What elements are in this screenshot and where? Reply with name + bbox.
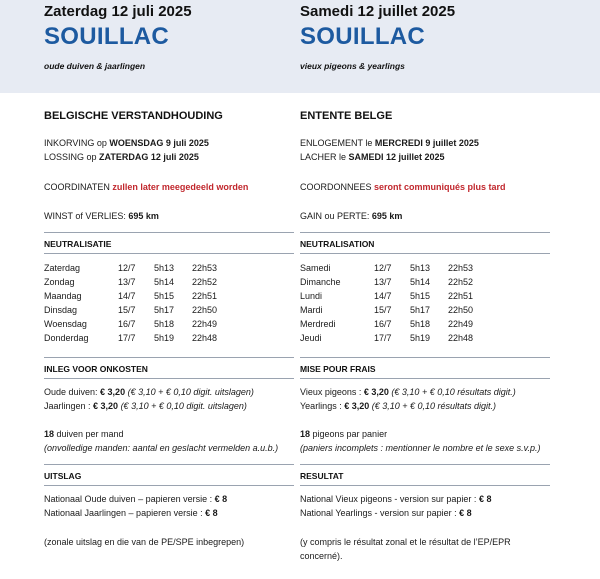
cost-price: € 3,20	[344, 401, 370, 411]
neutralisation-end: 22h48	[448, 333, 474, 343]
coordinates-label: COORDONNEES	[300, 182, 375, 192]
result-note-cont: concerné).	[300, 551, 343, 561]
result-note: (zonale uitslag en die van de PE/SPE inbegrepen)	[44, 537, 245, 547]
neutralisation-date: 13/7	[118, 277, 136, 287]
lacher-label: LACHER le	[300, 152, 349, 162]
result-text: National Vieux pigeons - version sur papier :	[300, 494, 479, 504]
result-price: € 8	[459, 508, 472, 518]
inkorving-label: INKORVING op	[44, 138, 110, 148]
coordinates-label: COORDINATEN	[44, 182, 113, 192]
neutralisation-start: 5h18	[410, 319, 431, 329]
distance-line	[300, 210, 402, 223]
coordinates-value: seront communiqués plus tard	[374, 182, 506, 192]
divider	[44, 253, 294, 254]
lossing-value: ZATERDAG 12 juli 2025	[99, 152, 199, 162]
neutralisation-date: 17/7	[374, 333, 392, 343]
org-title: ENTENTE BELGE	[300, 110, 393, 122]
cost-line	[300, 386, 516, 399]
neutralisation-start: 5h18	[154, 319, 175, 329]
neutralisation-row	[44, 290, 300, 302]
lacher-line	[300, 151, 445, 164]
divider	[300, 253, 550, 254]
neutralisation-start: 5h19	[410, 333, 431, 343]
neutralisation-end: 22h50	[448, 305, 474, 315]
cost-line	[44, 400, 247, 413]
distance-label: WINST of VERLIES:	[44, 211, 129, 221]
neutralisation-row	[44, 318, 300, 330]
basket-line	[300, 428, 387, 441]
cost-label: Vieux pigeons :	[300, 387, 364, 397]
coordinates-value: zullen later meegedeeld worden	[112, 182, 249, 192]
race-date-nl: Zaterdag 12 juli 2025	[44, 3, 192, 20]
distance-value: 695 km	[128, 211, 159, 221]
result-text: Nationaal Oude duiven – papieren versie :	[44, 494, 215, 504]
neutralisation-row	[300, 290, 556, 302]
neutralisation-date: 14/7	[374, 291, 392, 301]
cost-detail: (€ 3,10 + € 0,10 résultats digit.)	[369, 401, 497, 411]
result-line	[300, 493, 491, 506]
section-title-neutralisation: NEUTRALISATION	[300, 239, 375, 249]
neutralisation-row	[44, 276, 300, 288]
neutralisation-day: Lundi	[300, 291, 323, 301]
cost-price: € 3,20	[363, 387, 389, 397]
basket-line	[44, 428, 124, 441]
section-title-neutralisation: NEUTRALISATIE	[44, 239, 112, 249]
neutralisation-day: Samedi	[300, 263, 331, 273]
basket-count: 18	[44, 429, 55, 439]
race-category-fr: vieux pigeons & yearlings	[300, 61, 405, 71]
enlogement-label: ENLOGEMENT le	[300, 138, 375, 148]
neutralisation-start: 5h19	[154, 333, 175, 343]
distance-label: GAIN ou PERTE:	[300, 211, 372, 221]
lacher-value: SAMEDI 12 juillet 2025	[348, 152, 445, 162]
race-city-nl: SOUILLAC	[44, 23, 170, 50]
distance-line	[44, 210, 159, 223]
cost-label: Jaarlingen :	[44, 401, 94, 411]
neutralisation-day: Merdredi	[300, 319, 336, 329]
header-band	[0, 0, 600, 93]
cost-price: € 3,20	[93, 401, 119, 411]
result-price: € 8	[205, 508, 218, 518]
cost-detail: (€ 3,10 + € 0,10 résultats digit.)	[388, 387, 516, 397]
coordinates-line	[44, 181, 248, 194]
divider	[44, 485, 294, 486]
neutralisation-date: 12/7	[118, 263, 136, 273]
result-note: (y compris le résultat zonal et le résultat de l’EP/EPR	[300, 537, 511, 547]
result-line	[300, 507, 472, 520]
lossing-line	[44, 151, 199, 164]
basket-note: (paniers incomplets : mentionner le nombre et le sexe s.v.p.)	[300, 443, 541, 453]
neutralisation-start: 5h15	[410, 291, 431, 301]
neutralisation-day: Zondag	[44, 277, 75, 287]
coordinates-line	[300, 181, 506, 194]
neutralisation-day: Maandag	[44, 291, 82, 301]
neutralisation-day: Donderdag	[44, 333, 89, 343]
enlogement-line	[300, 137, 479, 150]
neutralisation-day: Jeudi	[300, 333, 322, 343]
basket-text: duiven per mand	[54, 429, 124, 439]
divider	[300, 232, 550, 233]
cost-detail: (€ 3,10 + € 0,10 digit. uitslagen)	[125, 387, 254, 397]
neutralisation-end: 22h52	[192, 277, 218, 287]
section-title-costs: INLEG VOOR ONKOSTEN	[44, 364, 148, 374]
neutralisation-start: 5h17	[410, 305, 431, 315]
neutralisation-date: 14/7	[118, 291, 136, 301]
divider	[44, 464, 294, 465]
neutralisation-date: 16/7	[374, 319, 392, 329]
neutralisation-start: 5h13	[154, 263, 175, 273]
neutralisation-date: 12/7	[374, 263, 392, 273]
neutralisation-row	[300, 332, 556, 344]
divider	[300, 378, 550, 379]
divider	[44, 232, 294, 233]
neutralisation-date: 15/7	[118, 305, 136, 315]
basket-count: 18	[300, 429, 311, 439]
neutralisation-row	[300, 318, 556, 330]
race-category-nl: oude duiven & jaarlingen	[44, 61, 146, 71]
neutralisation-date: 16/7	[118, 319, 136, 329]
neutralisation-start: 5h15	[154, 291, 175, 301]
result-line	[44, 507, 218, 520]
neutralisation-start: 5h17	[154, 305, 175, 315]
inkorving-value: WOENSDAG 9 juli 2025	[109, 138, 209, 148]
divider	[44, 357, 294, 358]
neutralisation-end: 22h52	[448, 277, 474, 287]
basket-text: pigeons par panier	[310, 429, 388, 439]
divider	[300, 464, 550, 465]
cost-line	[44, 386, 254, 399]
section-title-results: RESULTAT	[300, 471, 344, 481]
neutralisation-end: 22h49	[192, 319, 218, 329]
enlogement-value: MERCREDI 9 juillet 2025	[374, 138, 479, 148]
inkorving-line	[44, 137, 209, 150]
neutralisation-row	[300, 262, 556, 274]
neutralisation-row	[44, 262, 300, 274]
neutralisation-end: 22h51	[448, 291, 474, 301]
neutralisation-day: Dimanche	[300, 277, 341, 287]
race-city-fr: SOUILLAC	[300, 23, 426, 50]
neutralisation-date: 17/7	[118, 333, 136, 343]
divider	[44, 378, 294, 379]
cost-line	[300, 400, 496, 413]
race-date-fr: Samedi 12 juillet 2025	[300, 3, 456, 20]
neutralisation-end: 22h51	[192, 291, 218, 301]
neutralisation-date: 13/7	[374, 277, 392, 287]
neutralisation-date: 15/7	[374, 305, 392, 315]
result-price: € 8	[214, 494, 228, 504]
neutralisation-row	[44, 304, 300, 316]
neutralisation-day: Woensdag	[44, 319, 87, 329]
section-title-costs: MISE POUR FRAIS	[300, 364, 376, 374]
lossing-label: LOSSING op	[44, 152, 100, 162]
neutralisation-row	[300, 304, 556, 316]
neutralisation-end: 22h53	[448, 263, 474, 273]
neutralisation-end: 22h50	[192, 305, 218, 315]
cost-detail: (€ 3,10 + € 0,10 digit. uitslagen)	[118, 401, 247, 411]
org-title: BELGISCHE VERSTANDHOUDING	[44, 110, 223, 122]
distance-value: 695 km	[371, 211, 403, 221]
result-price: € 8	[478, 494, 492, 504]
divider	[300, 357, 550, 358]
neutralisation-row	[300, 276, 556, 288]
neutralisation-start: 5h14	[410, 277, 431, 287]
cost-label: Yearlings :	[300, 401, 345, 411]
result-text: Nationaal Jaarlingen – papieren versie :	[44, 508, 206, 518]
result-line	[44, 493, 227, 506]
neutralisation-end: 22h48	[192, 333, 218, 343]
neutralisation-day: Mardi	[300, 305, 323, 315]
neutralisation-day: Zaterdag	[44, 263, 81, 273]
neutralisation-start: 5h13	[410, 263, 431, 273]
result-text: National Yearlings - version sur papier :	[300, 508, 460, 518]
cost-label: Oude duiven:	[44, 387, 101, 397]
neutralisation-day: Dinsdag	[44, 305, 78, 315]
basket-note: (onvolledige manden: aantal en geslacht vermelden a.u.b.)	[44, 443, 279, 453]
neutralisation-row	[44, 332, 300, 344]
neutralisation-end: 22h49	[448, 319, 474, 329]
section-title-results: UITSLAG	[44, 471, 82, 481]
neutralisation-end: 22h53	[192, 263, 218, 273]
cost-price: € 3,20	[100, 387, 126, 397]
divider	[300, 485, 550, 486]
neutralisation-start: 5h14	[154, 277, 175, 287]
